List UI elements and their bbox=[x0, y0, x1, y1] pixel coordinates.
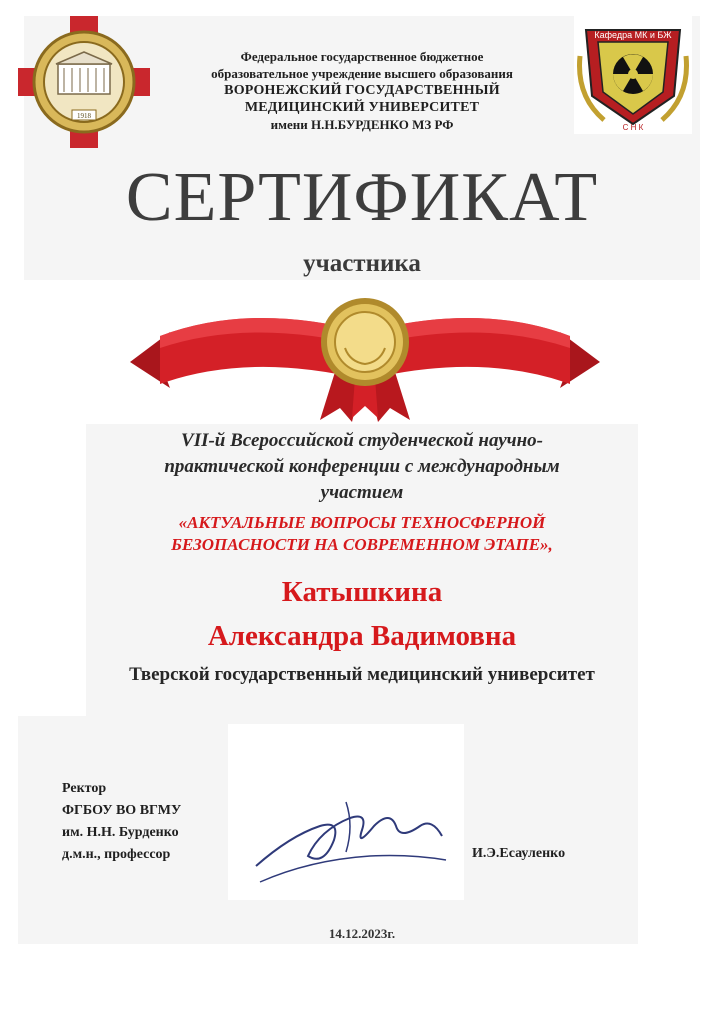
conference-title-line-1: «АКТУАЛЬНЫЕ ВОПРОСЫ ТЕХНОСФЕРНОЙ bbox=[178, 513, 546, 532]
conference-title-line-2: БЕЗОПАСНОСТИ НА СОВРЕМЕННОМ ЭТАПЕ», bbox=[171, 535, 553, 554]
header-line-1: Федеральное государственное бюджетное bbox=[240, 49, 484, 64]
seal-year: 1918 bbox=[77, 112, 91, 120]
rector-line-2: ФГБОУ ВО ВГМУ bbox=[62, 803, 182, 818]
signer-name: И.Э.Есауленко bbox=[472, 846, 566, 861]
conference-title bbox=[86, 512, 638, 556]
participant-university: Тверской государственный медицинский университет bbox=[129, 664, 595, 685]
participant-surname: Катышкина bbox=[281, 576, 443, 608]
header-line-3: ВОРОНЕЖСКИЙ ГОСУДАРСТВЕННЫЙ bbox=[224, 83, 500, 98]
rector-line-1: Ректор bbox=[62, 781, 107, 796]
rector-line-3: им. Н.Н. Бурденко bbox=[62, 825, 179, 840]
university-seal-icon bbox=[18, 16, 150, 148]
emblem-bottom-text: С Н К bbox=[622, 123, 644, 132]
rector-line-4: д.м.н., профессор bbox=[62, 847, 171, 862]
handwritten-signature-icon bbox=[250, 796, 450, 892]
participant-given-names: Александра Вадимовна bbox=[207, 620, 517, 652]
header-line-5: имени Н.Н.БУРДЕНКО МЗ РФ bbox=[270, 117, 454, 132]
conference-line-1: VII-й Всероссийской студенческой научно- bbox=[181, 430, 543, 451]
red-ribbon-medal-icon bbox=[130, 292, 600, 422]
institution-header bbox=[150, 48, 574, 133]
certificate-date: 14.12.2023г. bbox=[328, 926, 396, 941]
conference-line-3: участием bbox=[320, 482, 404, 503]
rector-block bbox=[62, 778, 181, 866]
department-emblem-icon bbox=[574, 16, 692, 134]
header-line-4: МЕДИЦИНСКИЙ УНИВЕРСИТЕТ bbox=[244, 100, 480, 115]
emblem-top-text: Кафедра МК и БЖ bbox=[594, 30, 672, 40]
conference-line-2: практической конференции с международным bbox=[164, 456, 560, 477]
conference-description bbox=[86, 428, 638, 506]
certificate-subtitle: участника bbox=[303, 250, 421, 277]
certificate-title: СЕРТИФИКАТ bbox=[125, 159, 599, 236]
header-line-2: образовательное учреждение высшего образования bbox=[211, 66, 513, 81]
